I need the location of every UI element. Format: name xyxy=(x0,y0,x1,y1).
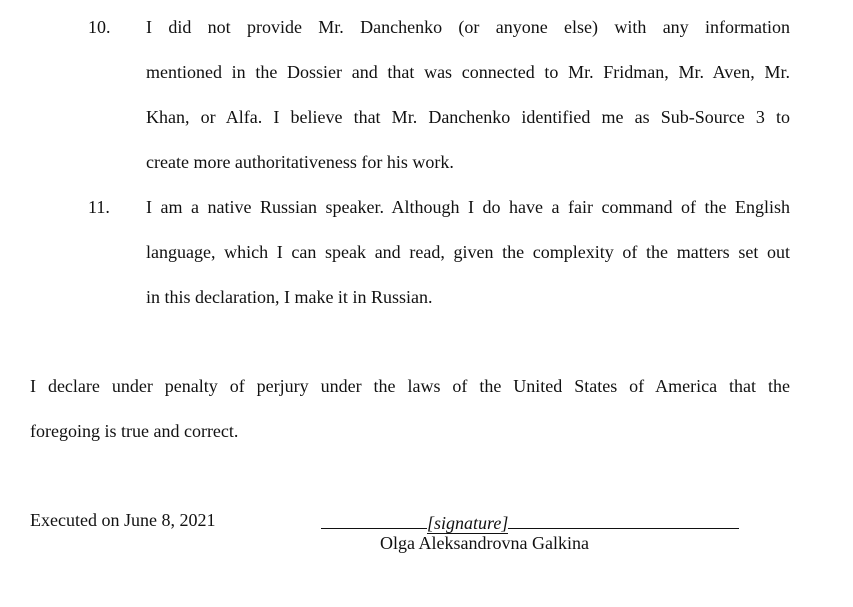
signature-underline-right xyxy=(508,510,739,529)
signature-line xyxy=(321,510,739,534)
paragraph-line: language, which I can speak and read, given the complexity of the matters set out xyxy=(146,242,790,262)
paragraph-line: create more authoritativeness for his work. xyxy=(146,152,454,172)
signer-name: Olga Aleksandrovna Galkina xyxy=(380,533,589,553)
signature-underline-left xyxy=(321,510,427,529)
paragraph-line: Khan, or Alfa. I believe that Mr. Danchenko identified me as Sub-Source 3 to xyxy=(146,107,790,127)
paragraph-number: 10. xyxy=(88,17,111,37)
paragraph-line: I did not provide Mr. Danchenko (or anyone else) with any information xyxy=(146,17,790,37)
paragraph-line: I am a native Russian speaker. Although I do have a fair command of the English xyxy=(146,197,790,217)
signature-placeholder: [signature] xyxy=(427,513,509,533)
paragraph-line: mentioned in the Dossier and that was connected to Mr. Fridman, Mr. Aven, Mr. xyxy=(146,62,790,82)
declaration-line: I declare under penalty of perjury under the laws of the United States of America that the xyxy=(30,376,790,396)
paragraph-number: 11. xyxy=(88,197,110,217)
executed-date: Executed on June 8, 2021 xyxy=(30,510,216,530)
declaration-line: foregoing is true and correct. xyxy=(30,421,239,441)
paragraph-line: in this declaration, I make it in Russian. xyxy=(146,287,433,307)
